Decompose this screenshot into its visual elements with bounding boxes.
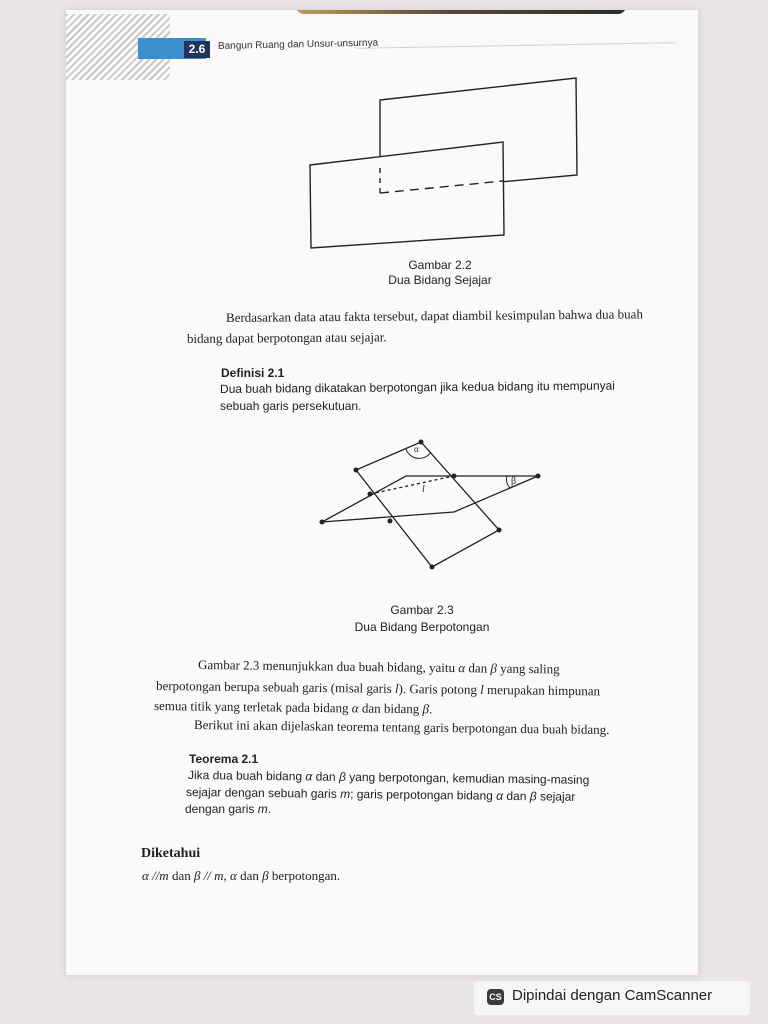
text: dan — [240, 868, 259, 883]
text: ; garis perpotongan bidang — [350, 787, 493, 803]
figure-2-2-title: Dua Bidang Sejajar — [388, 273, 492, 287]
label-alpha: α — [414, 444, 419, 454]
camscanner-icon: CS — [487, 989, 504, 1005]
chapter-title: Bangun Ruang dan Unsur-unsurnya — [217, 37, 379, 52]
label-beta: β — [511, 476, 517, 487]
text: dan — [315, 769, 336, 784]
vertex — [452, 474, 457, 479]
figure-2-3-number: Gambar 2.3 — [390, 603, 454, 617]
expr: β — [262, 868, 269, 883]
text: sejajar dengan sebuah garis — [185, 785, 337, 801]
text: dan — [468, 660, 488, 676]
text: dengan garis — [185, 802, 255, 816]
text: dan — [171, 868, 191, 883]
camscanner-text: Dipindai dengan CamScanner — [512, 987, 713, 1004]
vertex — [430, 565, 435, 570]
vertex — [368, 492, 373, 497]
theorem-line-3 — [185, 801, 271, 817]
symbol-beta: β — [422, 701, 430, 717]
paragraph-1-line-2: bidang dapat berpotongan atau sejajar. — [186, 329, 387, 346]
vertex — [497, 528, 502, 533]
symbol-alpha: α — [305, 769, 313, 784]
symbol-alpha: α — [496, 788, 504, 803]
text: . — [428, 701, 433, 717]
symbol-beta: β — [338, 769, 346, 784]
symbol-m: m — [340, 786, 351, 802]
definition-line-2: sebuah garis persekutuan. — [220, 399, 362, 413]
symbol-beta: β — [490, 660, 497, 676]
text: yang berpotongan, kemudian masing-masing — [349, 769, 590, 787]
text: semua titik yang terletak pada bidang — [153, 698, 349, 716]
symbol-alpha: α — [458, 660, 466, 676]
text: Gambar 2.3 menunjukkan dua buah bidang, yaitu — [197, 657, 456, 676]
vertex — [354, 468, 359, 473]
figure-2-3-title: Dua Bidang Berpotongan — [354, 620, 490, 634]
given-title: Diketahui — [141, 846, 201, 861]
vertex — [320, 520, 325, 525]
text: berpotongan berupa sebuah garis (misal garis — [155, 678, 392, 696]
expr: α //m — [142, 868, 169, 883]
text: Jika dua buah bidang — [187, 768, 303, 784]
figure-2-3-intersecting-planes — [66, 10, 698, 630]
symbol-l: l — [394, 680, 399, 696]
text: ). Garis potong — [398, 680, 478, 697]
text: yang saling — [500, 660, 560, 677]
definition-title: Definisi 2.1 — [221, 366, 285, 380]
symbol-beta: β — [529, 789, 537, 804]
plane-beta — [322, 476, 538, 522]
chapter-number: 2.6 — [184, 41, 210, 58]
text: berpotongan. — [271, 868, 341, 883]
vertex — [419, 440, 424, 445]
text: merupakan himpunan — [486, 682, 601, 699]
symbol-alpha: α — [351, 700, 359, 716]
text: dan bidang — [361, 700, 420, 717]
theorem-title: Teorema 2.1 — [189, 752, 259, 766]
vertex — [536, 474, 541, 479]
expr: β // m, α — [193, 868, 237, 883]
symbol-m: m — [257, 802, 268, 816]
definition-line-1: Dua buah bidang dikatakan berpotongan jika kedua bidang itu mempunyai — [219, 378, 615, 396]
given-expression — [142, 866, 340, 885]
plane-alpha — [356, 442, 499, 567]
intersection-line-l — [370, 476, 454, 494]
paragraph-2-line-1 — [198, 655, 560, 678]
text: sejajar — [539, 789, 576, 804]
paragraph-2-line-4: Berikut ini akan dijelaskan teorema tentang garis berpotongan dua buah bidang. — [193, 717, 610, 738]
paragraph-1-line-1: Berdasarkan data atau fakta tersebut, dapat diambil kesimpulan bahwa dua buah — [225, 306, 643, 325]
figure-2-2-number: Gambar 2.2 — [408, 258, 472, 272]
text: dan — [506, 788, 527, 804]
beta-angle-arc — [506, 476, 510, 488]
label-l: l — [422, 484, 425, 495]
scanned-page — [66, 10, 698, 975]
symbol-l: l — [480, 681, 484, 698]
vertex — [388, 519, 393, 524]
text: . — [267, 802, 272, 816]
